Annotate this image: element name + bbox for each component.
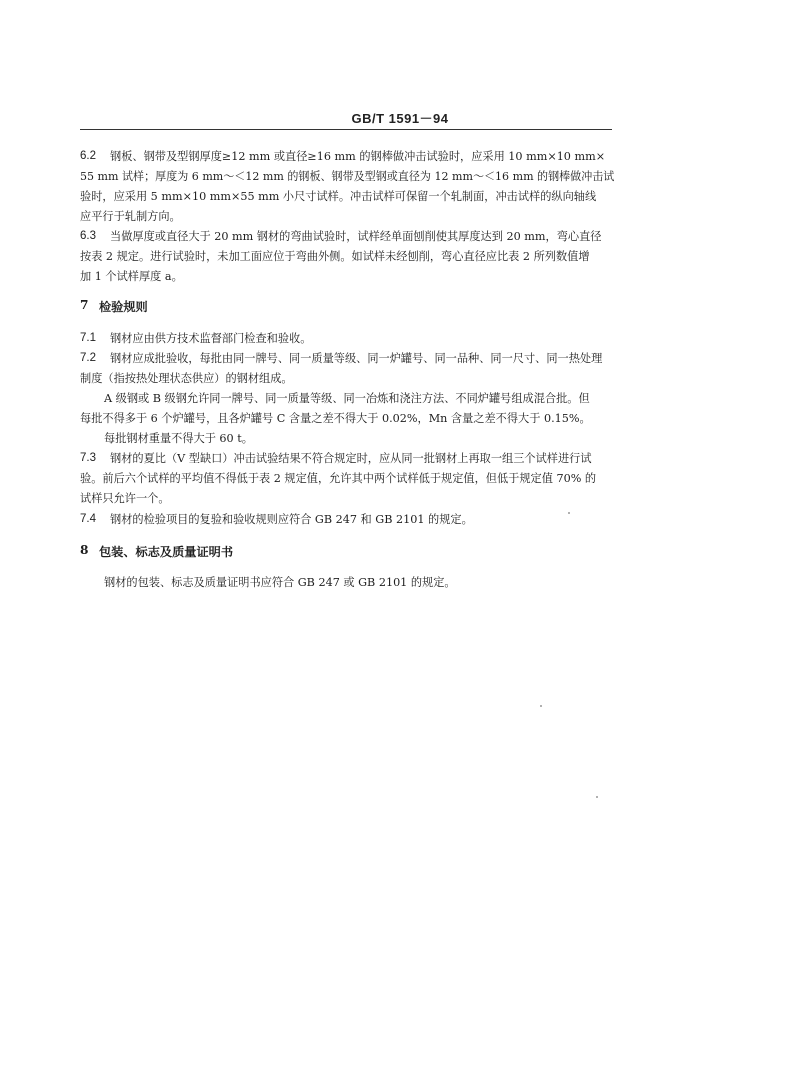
clause-7-2-para-3-line-1: 每批钢材重量不得大于 60 t。 [104, 432, 253, 445]
clause-7-2-para-2-line-2: 每批不得多于 6 个炉罐号，且各炉罐号 C 含量之差不得大于 0.02%，Mn 含量之差不得大于 0.15%。 [80, 412, 591, 425]
clause-6-3-line-3: 加 1 个试样厚度 a。 [80, 270, 183, 283]
clause-8-line-1: 钢材的包装、标志及质量证明书应符合 GB 247 或 GB 2101 的规定。 [104, 576, 456, 589]
clause-6-2-line-1: 钢板、钢带及型钢厚度≥12 mm 或直径≥16 mm 的钢棒做冲击试验时，应采用 10 mm×10 mm× [110, 150, 606, 163]
clause-7-3-line-2: 验。前后六个试样的平均值不得低于表 2 规定值，允许其中两个试样低于规定值，但低于规定值 70% 的 [80, 472, 597, 485]
scan-speck [568, 512, 570, 514]
clause-7-3-line-1: 钢材的夏比（V 型缺口）冲击试验结果不符合规定时，应从同一批钢材上再取一组三个试样进行试 [110, 452, 592, 465]
section-7-title: 检验规则 [99, 300, 148, 314]
clause-7-2-line-1: 钢材应成批验收，每批由同一牌号、同一质量等级、同一炉罐号、同一品种、同一尺寸、同一热处理 [110, 352, 603, 365]
section-7-number: 7 [80, 298, 89, 312]
clause-6-3-line-2: 按表 2 规定。进行试验时，未加工面应位于弯曲外侧。如试样未经刨削，弯心直径应比表 2 所列数值增 [80, 250, 590, 263]
clause-number-7-2: 7.2 [80, 352, 96, 364]
clause-7-2-line-2: 制度（指按热处理状态供应）的钢材组成。 [80, 372, 293, 385]
clause-number-6-3: 6.3 [80, 230, 96, 242]
clause-number-7-3: 7.3 [80, 452, 96, 464]
standard-code-header: GB/T 1591－94 [351, 111, 449, 126]
clause-7-2-para-2-line-1: A 级钢或 B 级钢允许同一牌号、同一质量等级、同一冶炼和浇注方法、不同炉罐号组成混合批。但 [104, 392, 590, 405]
clause-number-7-1: 7.1 [80, 332, 96, 344]
clause-7-3-line-3: 试样只允许一个。 [80, 492, 170, 505]
clause-6-2-line-3: 验时，应采用 5 mm×10 mm×55 mm 小尺寸试样。冲击试样可保留一个轧制面，冲击试样的纵向轴线 [80, 190, 597, 203]
scan-speck [540, 705, 542, 707]
section-8-title: 包装、标志及质量证明书 [99, 545, 234, 559]
clause-6-3-line-1: 当做厚度或直径大于 20 mm 钢材的弯曲试验时，试样经单面刨削使其厚度达到 20 mm，弯心直径 [110, 230, 602, 243]
header-rule [80, 129, 612, 130]
clause-6-2-line-2: 55 mm 试样；厚度为 6 mm～＜12 mm 的钢板、钢带及型钢或直径为 12 mm～＜16 mm 的钢棒做冲击试 [80, 170, 615, 183]
clause-7-1-line-1: 钢材应由供方技术监督部门检查和验收。 [110, 332, 312, 345]
clause-6-2-line-4: 应平行于轧制方向。 [80, 210, 181, 223]
section-8-number: 8 [80, 543, 89, 557]
scan-speck [596, 796, 598, 798]
clause-number-7-4: 7.4 [80, 513, 96, 525]
clause-number-6-2: 6.2 [80, 150, 96, 162]
clause-7-4-line-1: 钢材的检验项目的复验和验收规则应符合 GB 247 和 GB 2101 的规定。 [110, 513, 473, 526]
